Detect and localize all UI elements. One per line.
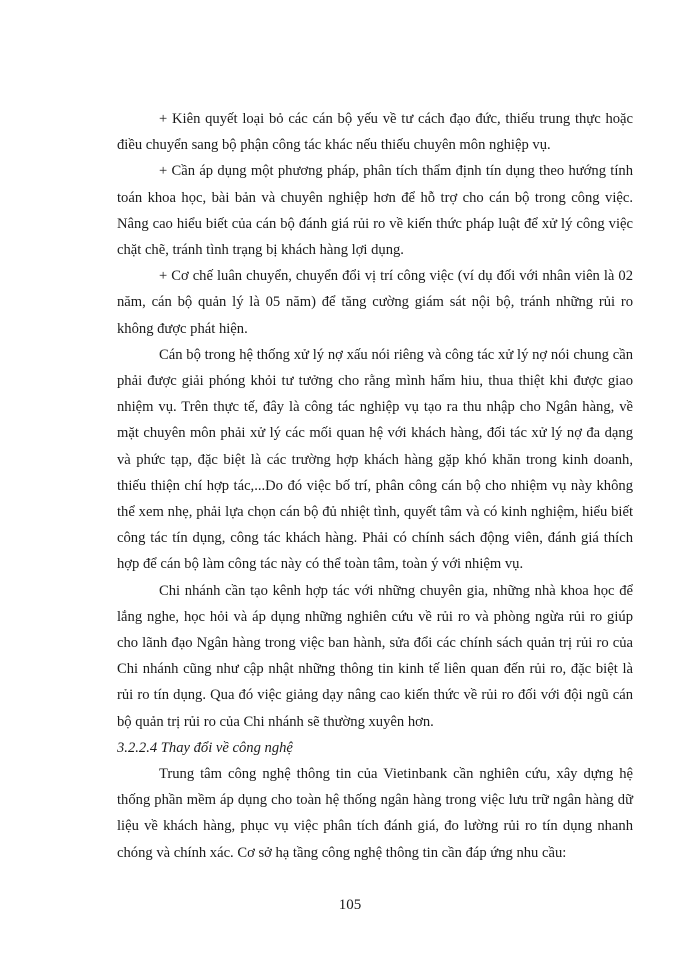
- paragraph-technology-center: Trung tâm công nghệ thông tin của Vietinbank cần nghiên cứu, xây dựng hệ thống phần mềm áp dụng cho toàn hệ thống ngân hàng trong việc lưu trữ ngân hàng dữ liệu về khách hàng, phục vụ việc phân tích đánh giá, đo lường rủi ro tín dụng nhanh chóng và chính xác. Cơ sở hạ tầng công nghệ thông tin cần đáp ứng nhu cầu:: [117, 766, 633, 861]
- paragraph-expert-cooperation: Chi nhánh cần tạo kênh hợp tác với những chuyên gia, những nhà khoa học để lắng nghe, học hỏi và áp dụng những nghiên cứu về rủi ro và phòng ngừa rủi ro giúp cho lãnh đạo Ngân hàng trong việc ban hành, sửa đổi các chính sách quản trị rủi ro của Chi nhánh cũng như cập nhật những thông tin kinh tế liên quan đến rủi ro, đặc biệt là rủi ro tín dụng. Qua đó việc giảng dạy nâng cao kiến thức về rủi ro đối với đội ngũ cán bộ quản trị rủi ro của Chi nhánh sẽ thường xuyên hơn.: [117, 582, 633, 730]
- paragraph-bad-debt-staff: Cán bộ trong hệ thống xử lý nợ xấu nói riêng và công tác xử lý nợ nói chung cần phải được giải phóng khỏi tư tưởng cho rằng mình hẩm hiu, thua thiệt khi được giao nhiệm vụ. Trên thực tế, đây là công tác nghiệp vụ tạo ra thu nhập cho Ngân hàng, về mặt chuyên môn phải xử lý các mối quan hệ với khách hàng, đối tác xử lý nợ đa dạng và phức tạp, đặc biệt là các trường hợp khách hàng gặp khó khăn trong kinh doanh, thiếu thiện chí hợp tác,...Do đó việc bố trí, phân công cán bộ cho nhiệm vụ này không thể xem nhẹ, phải lựa chọn cán bộ đủ nhiệt tình, quyết tâm và có kinh nghiệm, hiểu biết công tác tín dụng, công tác khách hàng. Phải có chính sách động viên, đánh giá thích hợp để cán bộ làm công tác này có thể toàn tâm, toàn ý với nhiệm vụ.: [117, 346, 633, 573]
- page-number: 105: [338, 897, 362, 913]
- paragraph-job-rotation: + Cơ chế luân chuyển, chuyển đổi vị trí công việc (ví dụ đối với nhân viên là 02 năm, cán bộ quản lý là 05 năm) để tăng cường giám sát nội bộ, tránh những rủi ro không được phát hiện.: [117, 268, 633, 337]
- section-heading: 3.2.2.4 Thay đổi về công nghệ: [117, 739, 293, 756]
- paragraph-credit-appraisal-method: + Cần áp dụng một phương pháp, phân tích thẩm định tín dụng theo hướng tính toán khoa học, bài bản và chuyên nghiệp hơn để hỗ trợ cho cán bộ trong công việc. Nâng cao hiểu biết của cán bộ đánh giá rủi ro về kiến thức pháp luật để xử lý công việc chặt chẽ, tránh tình trạng bị khách hàng lợi dụng.: [117, 163, 633, 259]
- document-body: [117, 106, 633, 866]
- paragraph-dismiss-weak-staff: + Kiên quyết loại bỏ các cán bộ yếu về tư cách đạo đức, thiếu trung thực hoặc điều chuyển sang bộ phận công tác khác nếu thiếu chuyên môn nghiệp vụ.: [117, 111, 633, 154]
